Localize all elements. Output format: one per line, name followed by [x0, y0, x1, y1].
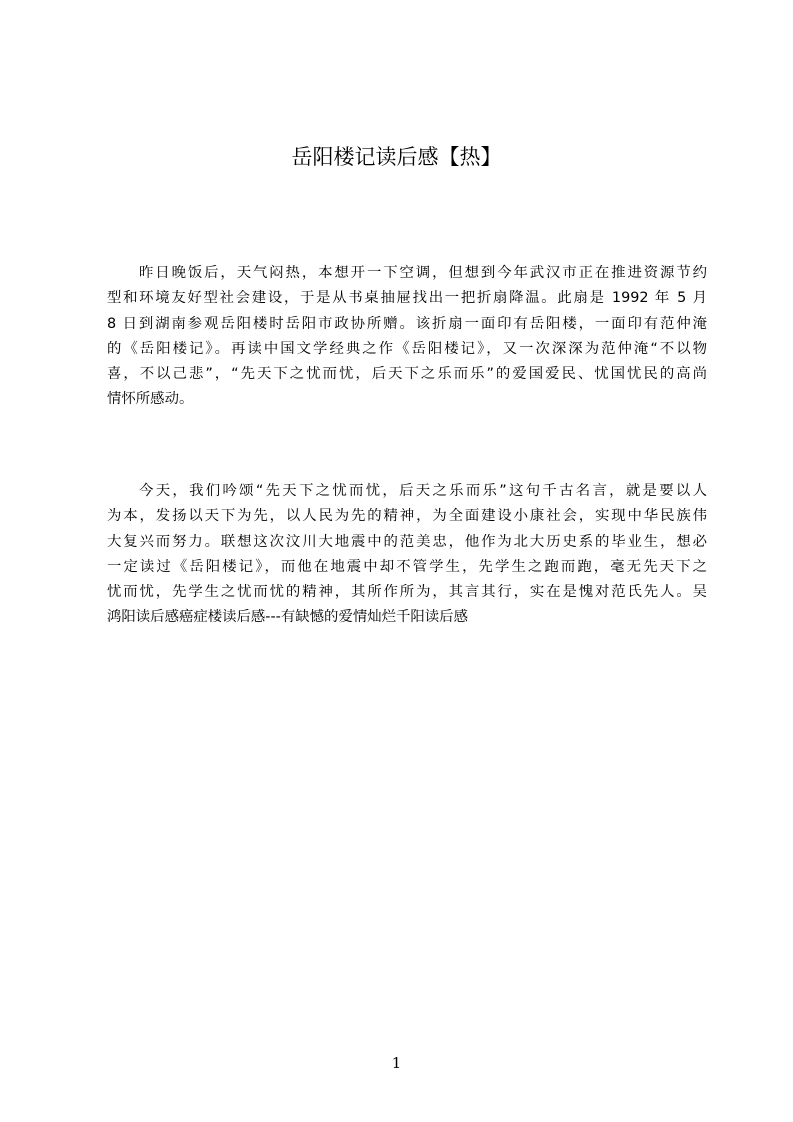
- paragraph-line: 忧而忧，先学生之忧而忧的精神，其所作所为，其言其行，实在是愧对范氏先人。吴: [107, 584, 707, 601]
- paragraph-line: 今天，我们吟颂“先天下之忧而忧，后天之乐而乐”这句千古名言，就是要以人: [139, 483, 707, 499]
- paragraph-line: 大复兴而努力。联想这次汶川大地震中的范美忠，他作为北大历史系的毕业生，想必: [107, 533, 707, 550]
- paragraph-line: 一定读过《岳阳楼记》，而他在地震中却不管学生，先学生之跑而跑，毫无先天下之: [107, 558, 707, 575]
- body-paragraph-1: [107, 261, 707, 413]
- document-title: 岳阳楼记读后感【热】: [291, 145, 502, 169]
- paragraph-line: 型和环境友好型社会建设，于是从书桌抽屉找出一把折扇降温。此扇是 1992 年 5 月: [107, 290, 707, 307]
- body-paragraph-2: [107, 479, 707, 631]
- paragraph-line: 8 日到湖南参观岳阳楼时岳阳市政协所赠。该折扇一面印有岳阳楼，一面印有范仲淹: [107, 315, 707, 332]
- paragraph-line: 鸿阳读后感癌症楼读后感---有缺憾的爱情灿烂千阳读后感: [107, 609, 468, 626]
- paragraph-line: 昨日晚饭后，天气闷热，本想开一下空调，但想到今年武汉市正在推进资源节约: [139, 265, 707, 281]
- paragraph-line: 喜，不以己悲”，“先天下之忧而忧，后天下之乐而乐”的爱国爱民、忧国忧民的高尚: [107, 366, 707, 383]
- paragraph-line: 的《岳阳楼记》。再读中国文学经典之作《岳阳楼记》，又一次深深为范仲淹“不以物: [107, 340, 707, 357]
- paragraph-line: 为本，发扬以天下为先，以人民为先的精神，为全面建设小康社会，实现中华民族伟: [107, 508, 707, 525]
- paragraph-line: 情怀所感动。: [107, 391, 194, 408]
- page-number: 1: [391, 1054, 402, 1072]
